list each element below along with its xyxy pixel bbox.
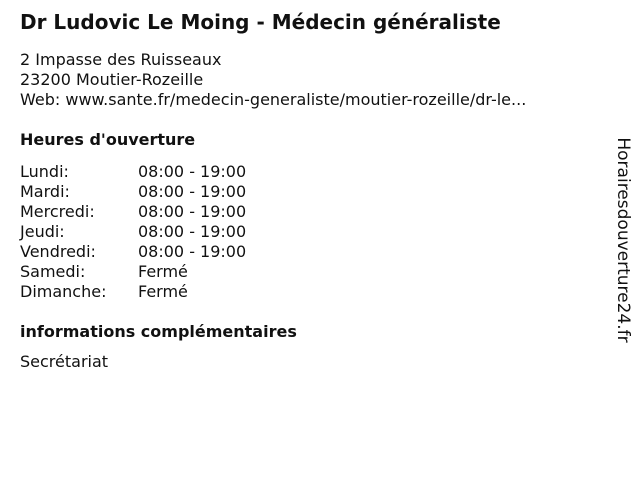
hours-row-sunday bbox=[20, 282, 600, 302]
time-value: 08:00 - 19:00 bbox=[138, 242, 247, 261]
opening-hours-heading: Heures d'ouverture bbox=[20, 130, 196, 149]
hours-row-monday bbox=[20, 162, 600, 182]
hours-row-wednesday bbox=[20, 202, 600, 222]
city-postcode: 23200 Moutier-Rozeille bbox=[20, 70, 204, 89]
time-value: 08:00 - 19:00 bbox=[138, 162, 247, 181]
day-label: Jeudi: bbox=[20, 222, 65, 241]
website-link[interactable]: Web: www.sante.fr/medecin-generaliste/moutier-rozeille/dr-le... bbox=[20, 90, 527, 109]
day-label: Samedi: bbox=[20, 262, 86, 281]
time-value: Fermé bbox=[138, 262, 188, 281]
hours-row-thursday bbox=[20, 222, 600, 242]
street-address: 2 Impasse des Ruisseaux bbox=[20, 50, 222, 69]
time-value: 08:00 - 19:00 bbox=[138, 222, 247, 241]
opening-hours-table bbox=[20, 162, 600, 302]
site-watermark: Horairesdouverture24.fr bbox=[613, 137, 633, 343]
additional-info-text: Secrétariat bbox=[20, 352, 109, 371]
day-label: Dimanche: bbox=[20, 282, 107, 301]
day-label: Mardi: bbox=[20, 182, 70, 201]
day-label: Vendredi: bbox=[20, 242, 96, 261]
page-title: Dr Ludovic Le Moing - Médecin généraliste bbox=[20, 10, 501, 34]
hours-row-saturday bbox=[20, 262, 600, 282]
address-block bbox=[20, 50, 600, 110]
hours-row-tuesday bbox=[20, 182, 600, 202]
day-label: Mercredi: bbox=[20, 202, 95, 221]
listing-card bbox=[20, 8, 600, 372]
hours-row-friday bbox=[20, 242, 600, 262]
time-value: 08:00 - 19:00 bbox=[138, 182, 247, 201]
time-value: 08:00 - 19:00 bbox=[138, 202, 247, 221]
time-value: Fermé bbox=[138, 282, 188, 301]
additional-info-heading: informations complémentaires bbox=[20, 322, 297, 341]
day-label: Lundi: bbox=[20, 162, 69, 181]
